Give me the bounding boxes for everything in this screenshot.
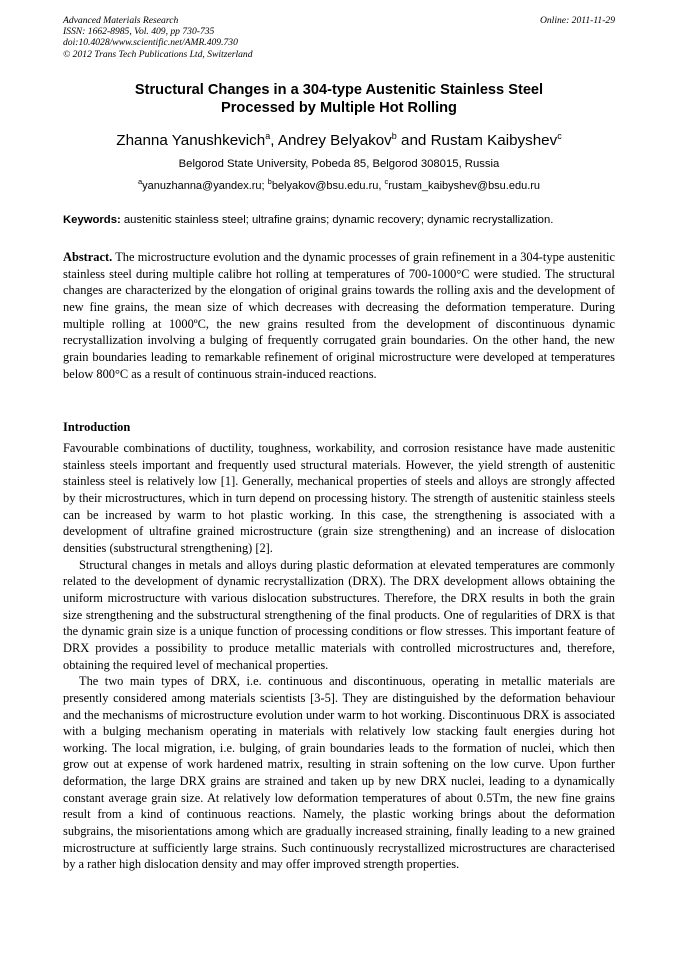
- journal-copyright: © 2012 Trans Tech Publications Ltd, Switzerland: [63, 48, 253, 60]
- email-2[interactable]: belyakov@bsu.edu.ru,: [271, 180, 385, 192]
- title-line-1: Structural Changes in a 304-type Austenitic Stainless Steel: [134, 82, 544, 98]
- title-line-2: Processed by Multiple Hot Rolling: [221, 100, 457, 116]
- journal-name: Advanced Materials Research: [63, 15, 179, 26]
- abstract-text: The microstructure evolution and the dynamic processes of grain refinement in a 304-type austenitic stainless steel during multiple calibre hot rolling at temperatures of 700-1000°C were studied. The structural changes are characterized by the elongation of original grains towards the rolling axis and the development of new fine grains, the mean size of which decreases with decreasing the deformation temperature. During multiple rolling at 1000ºC, the new grains resulted from the development of discontinuous dynamic recrystallization involving a bulging of frequently corrugated grain boundaries. On the other hand, the new grain boundaries leading to remarkable refinement of original microstructure were developed at temperatures below 800°C as a result of continuous strain-induced reactions.: [63, 250, 615, 381]
- journal-header: [63, 15, 615, 60]
- affiliation: Belgorod State University, Pobeda 85, Belgorod 308015, Russia: [178, 158, 500, 170]
- author-1: Zhanna Yanushkevich: [116, 132, 266, 149]
- author-separator-2: and: [396, 132, 431, 149]
- keywords-label: Keywords:: [63, 214, 121, 226]
- email-list: [63, 179, 615, 194]
- email-3-mark: c: [384, 177, 389, 186]
- journal-issn: ISSN: 1662-8985, Vol. 409, pp 730-735: [63, 26, 215, 38]
- journal-doi[interactable]: doi:10.4028/www.scientific.net/AMR.409.730: [63, 37, 238, 49]
- abstract: [63, 249, 615, 382]
- author-list: [63, 131, 615, 151]
- author-2-affil-mark: b: [391, 131, 397, 141]
- email-1-mark: a: [137, 177, 143, 186]
- intro-paragraph-3: The two main types of DRX, i.e. continuous and discontinuous, operating in metallic materials are presently considered among materials scientists [3-5]. They are distinguished by the deformation behaviour and the mechanisms of microstructure evolution under warm to hot working. Discontinuous DRX is associated with a bulging mechanism operating in materials with relatively low stacking fault energies during hot working. The local migration, i.e. bulging, of grain boundaries leads to the formation of nuclei, which then grow out at expense of work hardened matrix, resulting in strain softening on the low curve. Upon further deformation, the large DRX grains are strained and taken up by new DRX nuclei, leading to a dynamically constant average grain size. At relatively low deformation temperatures of about 0.5Tm, the new fine grains result from a kind of continuous reactions. Namely, the plastic working brings about the deformation subgrains, the misorientations among which are gradually increased straining, finally leading to a new grained microstructure at sufficiently large strains. Such continuously recrystallized microstructures are characterised by a rather high dislocation density and may offer improved strength properties.: [63, 674, 615, 872]
- author-separator-1: ,: [270, 132, 278, 149]
- paper-title: [63, 81, 615, 117]
- email-1[interactable]: yanuzhanna@yandex.ru;: [142, 180, 268, 192]
- section-heading-introduction: Introduction: [63, 420, 131, 434]
- online-date: Online: 2011-11-29: [539, 15, 615, 26]
- abstract-label: Abstract.: [63, 250, 113, 264]
- email-3[interactable]: rustam_kaibyshev@bsu.edu.ru: [388, 180, 541, 192]
- intro-paragraph-1: Favourable combinations of ductility, toughness, workability, and corrosion resistance have made austenitic stainless steels important and frequently used structural materials. However, the yield strength of austenitic stainless steel is relatively low [1]. Generally, mechanical properties of steels and alloys are strongly affected by their microstructures, which in turn depend on processing history. The strength of austenitic stainless steels can be increased by warm to hot plastic working. In this case, the strengthening is associated with a development of ultrafine grained microstructure (grain size strengthening) and an increase of dislocation densities (substructural strengthening) [2].: [63, 441, 615, 555]
- keywords-text: austenitic stainless steel; ultrafine grains; dynamic recovery; dynamic recrystallization.: [120, 214, 554, 226]
- email-2-mark: b: [267, 177, 272, 186]
- intro-paragraph-2: Structural changes in metals and alloys during plastic deformation at elevated temperatures are commonly related to the development of dynamic recrystallization (DRX). The DRX development allows obtaining the uniform microstructure with various dislocation substructures. Therefore, the DRX results in both the grain size strengthening and the substructural strengthening of the final products. One of regularities of DRX is that the dynamic grain size is a unique function of processing conditions or flow stresses. This important feature of DRX provides a possibility to produce metallic materials with controlled microstructures and, therefore, obtaining the required level of mechanical properties.: [63, 557, 615, 672]
- author-3-affil-mark: c: [557, 131, 562, 141]
- introduction-body: [63, 440, 615, 873]
- author-1-affil-mark: a: [265, 131, 271, 141]
- keywords: [63, 213, 623, 228]
- author-2: Andrey Belyakov: [277, 132, 392, 149]
- author-3: Rustam Kaibyshev: [430, 132, 558, 149]
